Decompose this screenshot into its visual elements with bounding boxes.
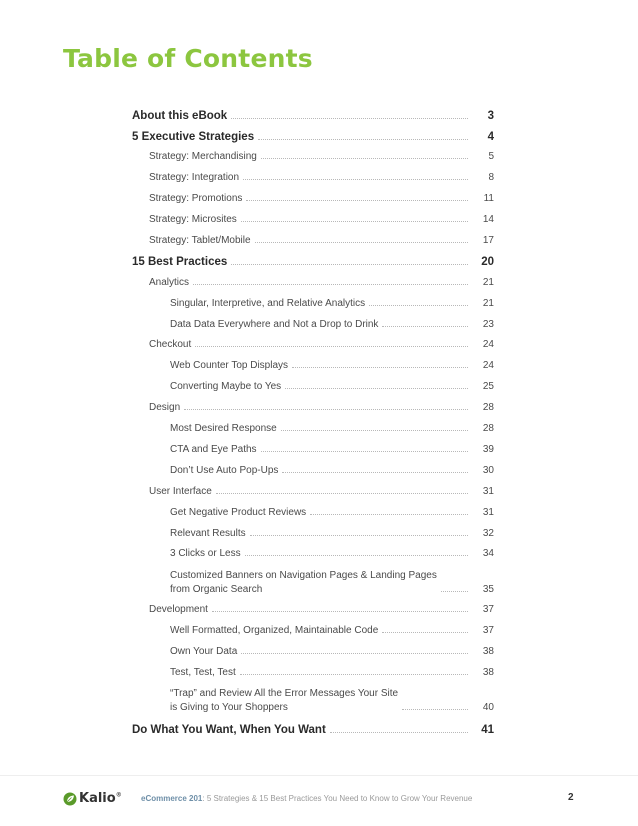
toc-entry[interactable] <box>132 110 494 122</box>
toc-entry-label: Well Formatted, Organized, Maintainable Code <box>170 625 379 636</box>
toc-entry-page: 17 <box>482 235 494 246</box>
toc-entry[interactable] <box>170 298 494 309</box>
dot-leader <box>240 674 468 675</box>
dot-leader <box>193 284 468 285</box>
toc-entry[interactable] <box>170 646 494 657</box>
toc-entry[interactable] <box>149 402 494 413</box>
toc-entry[interactable] <box>170 507 494 518</box>
dot-leader <box>282 472 468 473</box>
kalio-logo <box>63 791 122 806</box>
dot-leader <box>243 179 468 180</box>
dot-leader <box>241 221 468 222</box>
dot-leader <box>246 200 468 201</box>
dot-leader <box>369 305 468 306</box>
toc-entry-page: 24 <box>482 360 494 371</box>
toc-entry-page: 30 <box>482 465 494 476</box>
toc-entry-label: Converting Maybe to Yes <box>170 381 282 392</box>
dot-leader <box>231 264 468 265</box>
toc-entry-label-line: from Organic Search <box>170 584 263 595</box>
toc-entry-page: 35 <box>482 584 494 595</box>
dot-leader <box>184 409 468 410</box>
toc-entry-label: 3 Clicks or Less <box>170 548 241 559</box>
toc-entry-page: 37 <box>482 604 494 615</box>
toc-entry[interactable] <box>149 151 494 162</box>
toc-entry-page: 8 <box>488 172 494 183</box>
toc-entry[interactable] <box>170 465 494 476</box>
footer-subtitle: : 5 Strategies & 15 Best Practices You Need to Know to Grow Your Revenue <box>202 794 473 803</box>
toc-entry-label: User Interface <box>149 486 212 497</box>
toc-entry-label: 15 Best Practices <box>132 256 228 268</box>
toc-entry[interactable] <box>170 444 494 455</box>
toc-entry-page: 31 <box>482 486 494 497</box>
dot-leader <box>255 242 468 243</box>
toc-entry-label: Own Your Data <box>170 646 238 657</box>
registered-mark: ® <box>115 791 122 799</box>
dot-leader <box>216 493 468 494</box>
toc-entry-label: Checkout <box>149 339 192 350</box>
toc-entry[interactable] <box>170 528 494 539</box>
dot-leader <box>212 611 468 612</box>
dot-leader <box>292 367 468 368</box>
toc-entry-label: Strategy: Tablet/Mobile <box>149 235 251 246</box>
toc-entry[interactable] <box>170 570 494 595</box>
toc-entry-label: 5 Executive Strategies <box>132 131 255 143</box>
toc-entry-label: Development <box>149 604 208 615</box>
dot-leader <box>241 653 468 654</box>
toc-entry[interactable] <box>149 214 494 225</box>
logo-text: Kalio <box>79 791 116 806</box>
toc-entry-page: 40 <box>482 702 494 713</box>
toc-entry-page: 3 <box>487 110 494 122</box>
toc-entry-label: Test, Test, Test <box>170 667 236 678</box>
toc-entry[interactable] <box>132 131 494 143</box>
toc-entry[interactable] <box>132 256 494 268</box>
dot-leader <box>402 709 468 710</box>
toc-entry-page: 31 <box>482 507 494 518</box>
toc-entry-page: 41 <box>481 724 494 736</box>
toc-entry-page: 24 <box>482 339 494 350</box>
toc-entry-label: Design <box>149 402 181 413</box>
toc-entry-page: 5 <box>488 151 494 162</box>
dot-leader <box>310 514 468 515</box>
toc-entry-label: Strategy: Microsites <box>149 214 237 225</box>
toc-entry-label: Strategy: Integration <box>149 172 240 183</box>
toc-entry[interactable] <box>149 235 494 246</box>
toc-entry[interactable] <box>149 339 494 350</box>
toc-entry[interactable] <box>170 360 494 371</box>
dot-leader <box>382 632 468 633</box>
page-number: 2 <box>568 792 574 803</box>
toc-entry[interactable] <box>170 548 494 559</box>
toc-entry-label: Analytics <box>149 277 190 288</box>
toc-entry-label: About this eBook <box>132 110 228 122</box>
toc-entry-page: 32 <box>482 528 494 539</box>
toc-entry-label: Singular, Interpretive, and Relative Analytics <box>170 298 366 309</box>
footer-title: eCommerce 201 <box>141 794 203 803</box>
toc-entry-page: 34 <box>482 548 494 559</box>
toc-entry-label: Most Desired Response <box>170 423 277 434</box>
toc-entry-page: 23 <box>482 319 494 330</box>
toc-entry-label: Web Counter Top Displays <box>170 360 289 371</box>
toc-entry-label <box>170 570 441 595</box>
toc-entry-label-line: “Trap” and Review All the Error Messages Your Site <box>170 688 399 699</box>
toc-entry[interactable] <box>170 625 494 636</box>
toc-entry-page: 37 <box>482 625 494 636</box>
toc-entry-page: 25 <box>482 381 494 392</box>
toc-entry[interactable] <box>170 319 494 330</box>
dot-leader <box>330 732 468 733</box>
toc-entry-page: 38 <box>482 667 494 678</box>
footer-divider <box>0 775 638 776</box>
dot-leader <box>258 139 468 140</box>
toc-entry[interactable] <box>149 193 494 204</box>
dot-leader <box>382 326 468 327</box>
toc-entry-page: 28 <box>482 402 494 413</box>
toc-entry[interactable] <box>170 423 494 434</box>
toc-entry-page: 20 <box>481 256 494 268</box>
dot-leader <box>245 555 468 556</box>
toc-entry-page: 4 <box>487 131 494 143</box>
toc-entry[interactable] <box>170 688 494 713</box>
toc-entry[interactable] <box>170 381 494 392</box>
toc-entry[interactable] <box>170 667 494 678</box>
page-title: Table of Contents <box>63 44 313 73</box>
toc-entry-page: 39 <box>482 444 494 455</box>
dot-leader <box>281 430 468 431</box>
toc-entry-label: Get Negative Product Reviews <box>170 507 307 518</box>
toc-entry-label-line: Customized Banners on Navigation Pages & Landing Pages <box>170 570 437 581</box>
toc-entry-label-line: is Giving to Your Shoppers <box>170 702 288 713</box>
toc-entry-label: Don’t Use Auto Pop-Ups <box>170 465 279 476</box>
toc-entry-label: Data Data Everywhere and Not a Drop to Drink <box>170 319 379 330</box>
toc-entry-label: Relevant Results <box>170 528 246 539</box>
toc-entry-page: 21 <box>482 298 494 309</box>
toc-entry[interactable] <box>149 277 494 288</box>
toc-entry[interactable] <box>149 486 494 497</box>
dot-leader <box>441 591 468 592</box>
toc-entry-label: Do What You Want, When You Want <box>132 724 326 736</box>
toc-entry-page: 28 <box>482 423 494 434</box>
toc-entry-page: 11 <box>483 193 494 204</box>
toc-entry-page: 21 <box>482 277 494 288</box>
dot-leader <box>250 535 468 536</box>
dot-leader <box>285 388 468 389</box>
toc-entry[interactable] <box>132 724 494 736</box>
toc-entry-page: 14 <box>482 214 494 225</box>
dot-leader <box>231 118 468 119</box>
toc-entry-label <box>170 688 402 713</box>
toc-entry-label: CTA and Eye Paths <box>170 444 257 455</box>
dot-leader <box>261 451 468 452</box>
toc-entry-page: 38 <box>482 646 494 657</box>
dot-leader <box>195 346 468 347</box>
dot-leader <box>261 158 468 159</box>
footer-book-title <box>141 794 472 803</box>
toc-entry[interactable] <box>149 172 494 183</box>
toc-entry-label: Strategy: Merchandising <box>149 151 257 162</box>
logo-wordmark <box>79 791 122 806</box>
toc-entry-label: Strategy: Promotions <box>149 193 243 204</box>
toc-entry[interactable] <box>149 604 494 615</box>
kalio-leaf-icon <box>63 792 77 806</box>
